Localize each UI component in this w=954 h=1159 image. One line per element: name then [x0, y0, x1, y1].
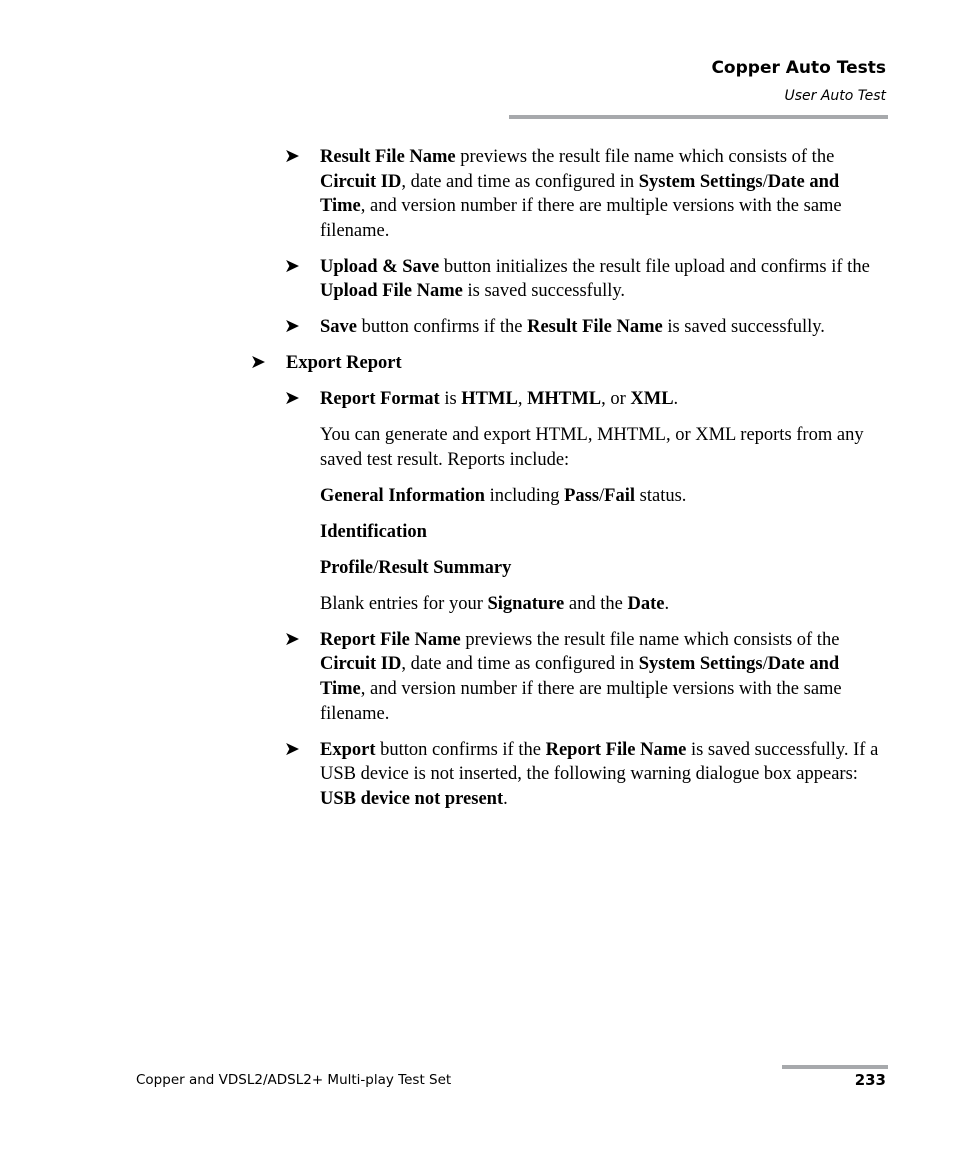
text-run: status.	[635, 485, 687, 506]
text-run: previews the result file name which consists of the	[460, 629, 840, 650]
term: Date and Time	[320, 171, 840, 217]
paragraph-general-information	[320, 484, 888, 509]
text-run: Blank entries for your	[320, 593, 488, 614]
text-run: /	[373, 557, 379, 578]
bullet-text	[320, 387, 888, 412]
bullet-report-file-name	[0, 628, 954, 726]
text-run: is	[439, 389, 462, 410]
text-run: including	[484, 485, 565, 506]
arrow-bullet-icon: ➤	[284, 628, 300, 650]
bullet-save	[0, 315, 954, 340]
term: Export Report	[286, 353, 402, 374]
footer-rule	[782, 1065, 888, 1069]
text-run: button initializes the result file upload and confirms if the	[439, 256, 870, 277]
term: Result Summary	[378, 557, 512, 578]
term: Save	[320, 317, 357, 338]
text-run: previews the result file name which consists of the	[455, 147, 835, 167]
text-run: and the	[564, 593, 628, 614]
term: System Settings	[638, 171, 763, 192]
text-run: /	[599, 485, 605, 506]
bullet-text	[320, 738, 888, 812]
term: Circuit ID	[320, 654, 402, 675]
text-run: , or	[601, 389, 631, 410]
bullet-export	[0, 738, 954, 812]
term: Report File Name	[320, 629, 461, 650]
term: MHTML	[527, 389, 602, 410]
term: Signature	[487, 593, 565, 614]
term: Fail	[604, 485, 636, 506]
footer-product-name: Copper and VDSL2/ADSL2+ Multi-play Test Set	[136, 1072, 452, 1088]
bullet-result-file-name	[0, 145, 954, 243]
text-run: , and version number if there are multiple versions with the same filename.	[320, 196, 842, 241]
bullet-text	[320, 255, 888, 304]
term: USB device not present	[320, 788, 504, 809]
term: Upload File Name	[320, 281, 463, 302]
term: Pass	[564, 485, 600, 506]
chapter-title: Copper Auto Tests	[711, 58, 886, 78]
text-run: /	[762, 654, 768, 675]
bullet-upload-save	[0, 255, 954, 304]
text-run: , date and time as configured in	[401, 654, 639, 675]
header-rule	[509, 115, 888, 119]
paragraph-generate	[320, 423, 888, 472]
section-subtitle: User Auto Test	[784, 88, 886, 104]
term: Result File Name	[527, 317, 663, 338]
text-run: /	[762, 171, 768, 192]
text-run: , date and time as configured in	[401, 171, 639, 192]
text-run: You can generate and export HTML, MHTML, or XML reports from any saved test result. Reports include:	[320, 425, 864, 470]
arrow-bullet-icon: ➤	[284, 146, 300, 167]
arrow-bullet-icon: ➤	[284, 388, 300, 410]
arrow-bullet-icon: ➤	[284, 255, 300, 277]
term: HTML	[461, 389, 518, 410]
term: Identification	[320, 521, 427, 542]
paragraph-profile-summary	[320, 556, 888, 581]
bullet-export-report	[0, 351, 954, 376]
page-header	[711, 56, 886, 106]
text-run: , and version number if there are multiple versions with the same filename.	[320, 679, 842, 724]
page-number: 233	[854, 1071, 886, 1089]
arrow-bullet-icon: ➤	[284, 738, 300, 760]
bullet-text	[286, 351, 886, 376]
term: Date and Time	[320, 654, 840, 699]
text-run: .	[664, 593, 670, 614]
term: Result File Name	[320, 147, 456, 167]
text-run: .	[503, 788, 508, 809]
bullet-text	[320, 315, 888, 340]
arrow-bullet-icon: ➤	[284, 316, 300, 338]
paragraph-identification	[320, 520, 888, 545]
page-body	[0, 145, 954, 811]
text-run: .	[673, 389, 679, 410]
text-run: button confirms if the	[375, 739, 546, 760]
bullet-report-format	[0, 387, 954, 412]
arrow-bullet-icon: ➤	[250, 352, 266, 374]
text-run: ,	[517, 389, 528, 410]
term: Date	[627, 593, 665, 614]
term: Report Format	[320, 389, 440, 410]
text-run: is saved successfully.	[462, 281, 626, 302]
term: XML	[630, 389, 674, 410]
term: Profile	[320, 557, 374, 578]
term: System Settings	[638, 654, 763, 675]
text-run: is saved successfully.	[662, 317, 825, 338]
paragraph-blank-entries	[320, 592, 888, 617]
bullet-text	[320, 628, 888, 726]
bullet-text	[320, 145, 888, 243]
text-run: is saved successfully. If a USB device is not inserted, the following warning dialogue box appears:	[320, 739, 879, 785]
term: General Information	[320, 485, 485, 506]
term: Circuit ID	[320, 171, 402, 192]
term: Upload & Save	[320, 256, 440, 277]
text-run: button confirms if the	[357, 317, 528, 338]
term: Export	[320, 739, 376, 760]
term: Report File Name	[545, 739, 687, 760]
